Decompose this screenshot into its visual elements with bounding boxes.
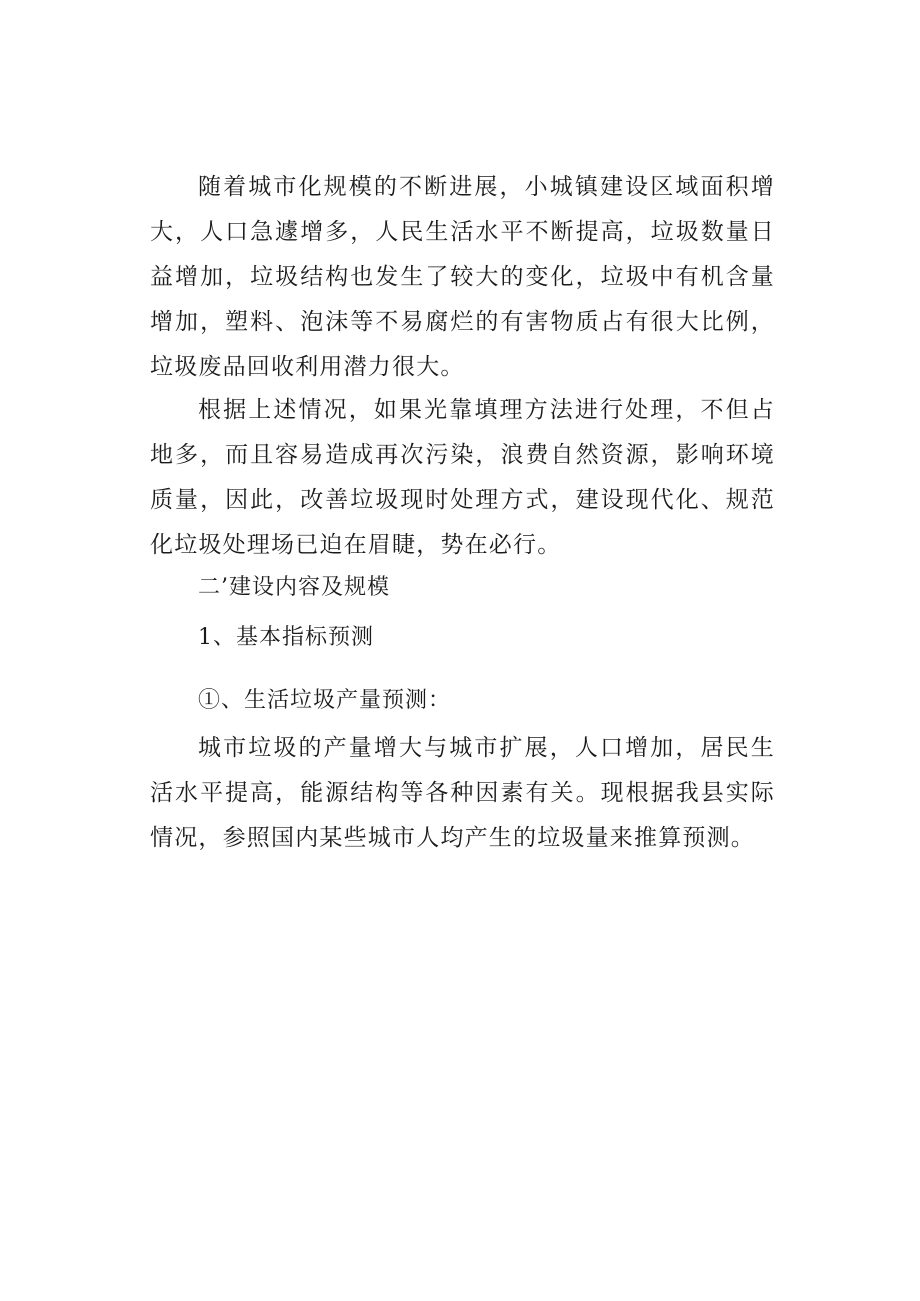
- paragraph-text: 随着城市化规模的不断进展，小城镇建设区域面积增大，人口急遽增多，人民生活水平不断提高，垃圾数量日益增加，垃圾结构也发生了较大的变化，垃圾中有机含量增加，塑料、泡沫等不易腐烂的有害物质占有很大比例，垃圾废品回收利用潜力很大。: [150, 174, 775, 380]
- subsection-heading-text: 1、基本指标预测: [198, 625, 374, 650]
- item-heading-text: ①、生活垃圾产量预测：: [198, 688, 452, 713]
- paragraph-background: [150, 165, 775, 390]
- paragraph-situation: [150, 388, 775, 568]
- section-heading: [150, 568, 775, 608]
- paragraph-text: 城市垃圾的产量增大与城市扩展，人口增加，居民生活水平提高，能源结构等各种因素有关。现根据我县实际情况，参照国内某些城市人均产生的垃圾量来推算预测。: [150, 735, 775, 851]
- paragraph-forecast: [150, 726, 775, 861]
- section-heading-text: 二’建设内容及规模: [198, 575, 390, 600]
- subsection-heading: [150, 618, 775, 658]
- paragraph-text: 根据上述情况，如果光靠填理方法进行处理，不但占地多，而且容易造成再次污染，浪费自然资源，影响环境质量，因此，改善垃圾现时处理方式，建设现代化、规范化垃圾处理场已迫在眉睫，势在必行。: [150, 397, 775, 558]
- item-heading: [150, 681, 775, 721]
